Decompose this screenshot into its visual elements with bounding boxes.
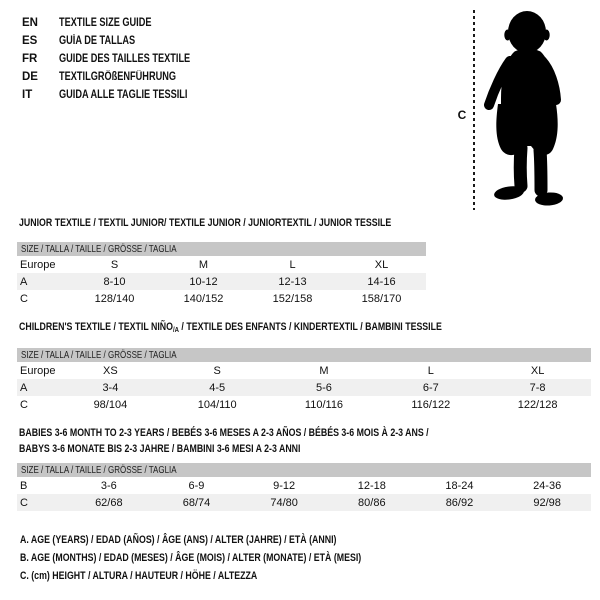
size-cell: 86/92 bbox=[416, 494, 504, 511]
size-cell: XS bbox=[103, 364, 118, 377]
size-header-bar bbox=[17, 348, 591, 362]
size-cell: XL bbox=[374, 258, 389, 271]
language-code: ES bbox=[22, 35, 38, 47]
row-label: B bbox=[20, 479, 28, 492]
size-cell: L bbox=[427, 364, 434, 377]
table-row bbox=[17, 396, 591, 413]
size-cell: 140/152 bbox=[183, 292, 224, 305]
language-row bbox=[22, 86, 223, 104]
size-cell: 7-8 bbox=[484, 379, 591, 396]
footnote-b: B. AGE (MONTHS) / EDAD (MESES) / ÂGE (MOIS) / ALTER (MONATE) / ETÀ (MESI) bbox=[20, 552, 362, 564]
size-cell: 152/158 bbox=[272, 292, 313, 305]
size-cell: 12-18 bbox=[357, 479, 386, 492]
footnote-a: A. AGE (YEARS) / EDAD (AÑOS) / ÂGE (ANS) / ALTER (JAHRE) / ETÀ (ANNI) bbox=[20, 534, 337, 546]
row-label: C bbox=[20, 398, 28, 411]
language-title: TEXTILE SIZE GUIDE bbox=[59, 17, 152, 29]
size-cell: 6-7 bbox=[377, 379, 484, 396]
row-label: Europe bbox=[20, 364, 56, 377]
children-title-text: CHILDREN'S TEXTILE / TEXTIL NIÑO bbox=[19, 321, 173, 333]
children-title-text: / TEXTILE DES ENFANTS / KINDERTEXTIL / BAMBINI TESSILE bbox=[178, 321, 442, 333]
size-cell: 8-10 bbox=[70, 273, 159, 290]
babies-title-line1: BABIES 3-6 MONTH TO 2-3 YEARS / BEBÉS 3-6 MESES A 2-3 AÑOS / BÉBÉS 3-6 MOIS À 2-3 ANS / bbox=[19, 427, 429, 439]
row-label: A bbox=[17, 379, 57, 396]
children-title-subscript: /A bbox=[172, 325, 179, 334]
size-header-bar bbox=[17, 463, 591, 477]
language-title: GUIDA ALLE TAGLIE TESSILI bbox=[59, 89, 188, 101]
size-cell: 158/170 bbox=[361, 292, 402, 305]
size-cell: 98/104 bbox=[93, 398, 128, 411]
language-code: FR bbox=[22, 53, 38, 65]
size-header-label: SIZE / TALLA / TAILLE / GRÖSSE / TAGLIA bbox=[21, 349, 177, 361]
table-row bbox=[17, 379, 591, 396]
language-title: GUIDE DES TAILLES TEXTILE bbox=[59, 53, 191, 65]
size-cell: 3-6 bbox=[100, 479, 117, 492]
size-cell: S bbox=[110, 258, 119, 271]
size-cell: 128/140 bbox=[94, 292, 135, 305]
size-cell: 80/86 bbox=[328, 494, 416, 511]
size-cell: 104/110 bbox=[197, 398, 237, 411]
junior-section-title: JUNIOR TEXTILE / TEXTIL JUNIOR/ TEXTILE JUNIOR / JUNIORTEXTIL / JUNIOR TESSILE bbox=[19, 217, 392, 229]
table-row bbox=[17, 494, 591, 511]
baby-silhouette bbox=[481, 8, 571, 208]
table-row bbox=[17, 290, 426, 307]
row-label: C bbox=[20, 292, 28, 305]
children-section-title bbox=[19, 319, 442, 338]
language-row bbox=[22, 14, 223, 32]
babies-size-table bbox=[17, 463, 591, 511]
language-code: DE bbox=[22, 71, 38, 83]
size-header-label: SIZE / TALLA / TAILLE / GRÖSSE / TAGLIA bbox=[21, 243, 177, 255]
size-cell: 24-36 bbox=[533, 479, 562, 492]
size-cell: 10-12 bbox=[159, 273, 248, 290]
language-row bbox=[22, 68, 223, 86]
size-cell: 14-16 bbox=[337, 273, 426, 290]
language-row bbox=[22, 50, 223, 68]
language-title: TEXTILGRÖßENFÜHRUNG bbox=[59, 71, 177, 83]
language-code: IT bbox=[22, 89, 33, 101]
size-header-label: SIZE / TALLA / TAILLE / GRÖSSE / TAGLIA bbox=[21, 464, 177, 476]
size-cell: M bbox=[198, 258, 209, 271]
junior-size-table bbox=[17, 242, 426, 307]
size-cell: 122/128 bbox=[517, 398, 558, 411]
babies-title-line2: BABYS 3-6 MONATE BIS 2-3 JAHRE / BAMBINI 3-6 MESI A 2-3 ANNI bbox=[19, 443, 301, 455]
height-dashed-line bbox=[473, 10, 475, 210]
row-label: A bbox=[17, 273, 70, 290]
language-row bbox=[22, 32, 223, 50]
height-measure-label: C bbox=[457, 108, 467, 122]
language-title: GUÍA DE TALLAS bbox=[59, 35, 136, 47]
size-cell: 62/68 bbox=[65, 494, 153, 511]
row-label: C bbox=[17, 494, 65, 511]
table-row bbox=[17, 273, 426, 290]
size-cell: 92/98 bbox=[503, 494, 591, 511]
size-cell: 4-5 bbox=[164, 379, 271, 396]
size-cell: 12-13 bbox=[248, 273, 337, 290]
footnote-c: C. (cm) HEIGHT / ALTURA / HAUTEUR / HÖHE / ALTEZZA bbox=[20, 570, 258, 582]
table-row bbox=[17, 256, 426, 273]
size-cell: 110/116 bbox=[304, 398, 344, 411]
size-cell: 18-24 bbox=[445, 479, 474, 492]
language-code: EN bbox=[22, 17, 38, 29]
size-cell: 116/122 bbox=[411, 398, 451, 411]
size-cell: 68/74 bbox=[153, 494, 241, 511]
language-list bbox=[22, 14, 223, 104]
size-cell: 6-9 bbox=[188, 479, 205, 492]
footnotes bbox=[20, 531, 361, 585]
size-cell: M bbox=[319, 364, 329, 377]
size-cell: 5-6 bbox=[271, 379, 378, 396]
size-cell: S bbox=[213, 364, 221, 377]
table-row bbox=[17, 362, 591, 379]
size-cell: 74/80 bbox=[240, 494, 328, 511]
size-cell: XL bbox=[530, 364, 545, 377]
size-cell: 3-4 bbox=[57, 379, 164, 396]
children-size-table bbox=[17, 348, 591, 413]
size-cell: L bbox=[289, 258, 296, 271]
table-row bbox=[17, 477, 591, 494]
babies-section-title bbox=[19, 425, 429, 457]
size-header-bar bbox=[17, 242, 426, 256]
size-cell: 9-12 bbox=[273, 479, 296, 492]
row-label: Europe bbox=[20, 258, 56, 271]
